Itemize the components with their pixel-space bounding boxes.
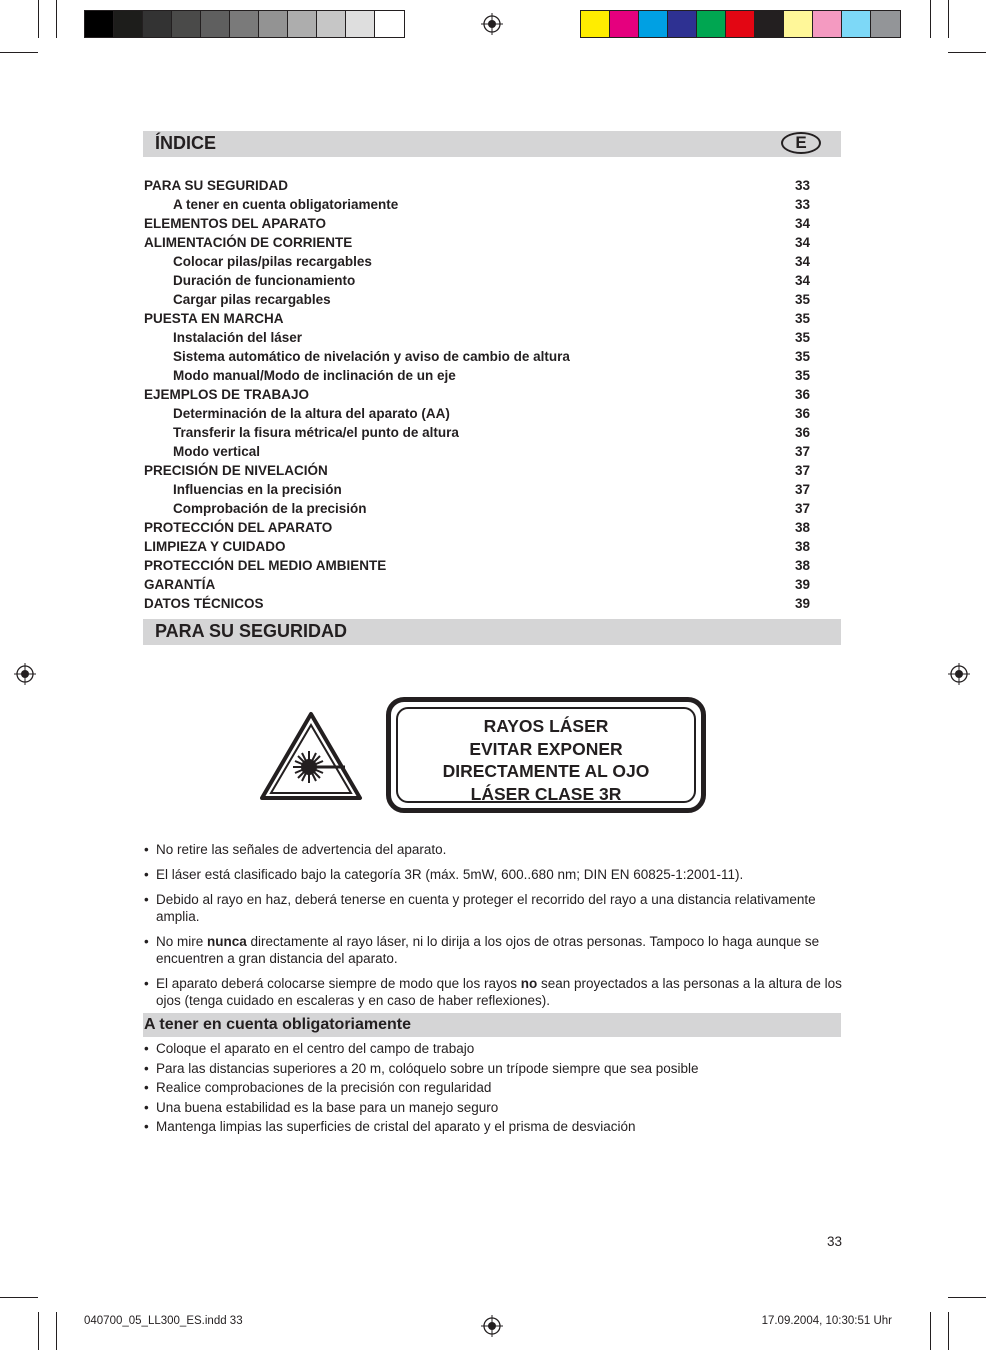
toc-entry-label: Duración de funcionamiento: [173, 273, 356, 288]
color-swatch: [784, 11, 813, 37]
toc-entry-label: Determinación de la altura del aparato (AA): [173, 406, 450, 421]
toc-entry-page: 35: [794, 368, 810, 383]
crop-mark: [38, 0, 39, 38]
toc-entry-label: Modo vertical: [173, 444, 261, 459]
toc-entry: [144, 539, 810, 558]
color-bar: [580, 10, 901, 38]
crop-mark: [930, 0, 931, 38]
grayscale-swatch: [143, 11, 172, 37]
toc-entry-page: 34: [794, 235, 810, 250]
grayscale-swatch: [85, 11, 114, 37]
toc-entry-label: Influencias en la precisión: [173, 482, 342, 497]
color-swatch: [581, 11, 610, 37]
toc-entry-page: 36: [794, 387, 810, 402]
warning-line: EVITAR EXPONER: [469, 738, 623, 759]
toc-entry-page: 35: [794, 311, 810, 326]
bullet-emphasis: nunca: [207, 934, 247, 949]
toc-entry: [144, 330, 810, 349]
laser-warning-icon: [259, 711, 363, 801]
toc-entry: [144, 292, 810, 311]
safety-bullet: [144, 866, 844, 883]
color-swatch: [726, 11, 755, 37]
toc-entry-label: GARANTÍA: [144, 577, 216, 592]
safety-title: PARA SU SEGURIDAD: [155, 621, 348, 641]
grayscale-swatch: [375, 11, 404, 37]
safety-bullet: [144, 975, 844, 1009]
bullet-text: sean proyectados a las personas a la altura de los ojos (tenga cuidado en escaleras y en caso de haber reflexiones).: [156, 976, 842, 1008]
obligatory-heading-band: [143, 1013, 841, 1037]
toc-entry-page: 34: [794, 254, 810, 269]
obligatory-bullet: • Para las distancias superiores a 20 m, colóquelo sobre un trípode siempre que sea posible: [144, 1059, 844, 1079]
bullet-text: El aparato deberá colocarse siempre de modo que los rayos: [156, 976, 521, 991]
laser-warning-label: [386, 697, 706, 813]
obligatory-title: A tener en cuenta obligatoriamente: [144, 1016, 412, 1033]
toc-entry-label: Instalación del láser: [173, 330, 303, 345]
grayscale-swatch: [201, 11, 230, 37]
crop-mark: [948, 1297, 986, 1298]
toc-entry: [144, 178, 810, 197]
warning-line: RAYOS LÁSER: [483, 716, 609, 736]
toc-entry: [144, 216, 810, 235]
toc-entry-label: Modo manual/Modo de inclinación de un eje: [173, 368, 456, 383]
warning-line: LÁSER CLASE 3R: [470, 783, 622, 804]
table-of-contents: [144, 178, 810, 615]
toc-entry: [144, 501, 810, 520]
crop-mark: [38, 1312, 39, 1350]
toc-entry-page: 34: [794, 273, 810, 288]
toc-entry: [144, 444, 810, 463]
grayscale-bar: [84, 10, 405, 38]
toc-entry: [144, 254, 810, 273]
toc-entry-page: 38: [794, 539, 810, 554]
grayscale-swatch: [114, 11, 143, 37]
safety-bullet-list: [144, 841, 844, 1017]
grayscale-swatch: [230, 11, 259, 37]
crop-mark: [930, 1312, 931, 1350]
toc-entry: [144, 311, 810, 330]
toc-entry: [144, 368, 810, 387]
toc-entry-page: 34: [794, 216, 810, 231]
toc-entry-page: 37: [794, 463, 810, 478]
registration-mark-icon: [948, 663, 970, 685]
toc-entry: [144, 235, 810, 254]
language-badge: E: [781, 132, 821, 154]
toc-entry: [144, 349, 810, 368]
crop-mark: [56, 1312, 57, 1350]
toc-entry-page: 36: [794, 425, 810, 440]
color-swatch: [610, 11, 639, 37]
toc-entry-label: Cargar pilas recargables: [173, 292, 331, 307]
obligatory-bullet: • Realice comprobaciones de la precisión con regularidad: [144, 1078, 844, 1098]
crop-mark: [56, 0, 57, 38]
crop-mark: [0, 52, 38, 53]
crop-mark: [948, 52, 986, 53]
obligatory-bullet: • Coloque el aparato en el centro del campo de trabajo: [144, 1039, 844, 1059]
toc-entry-page: 35: [794, 349, 810, 364]
toc-entry: [144, 197, 810, 216]
toc-entry: [144, 577, 810, 596]
registration-mark-icon: [14, 663, 36, 685]
bullet-text: No retire las señales de advertencia del aparato.: [156, 842, 447, 857]
grayscale-swatch: [259, 11, 288, 37]
color-swatch: [639, 11, 668, 37]
toc-entry: [144, 273, 810, 292]
toc-entry: [144, 596, 810, 615]
toc-entry-page: 39: [794, 577, 810, 592]
toc-entry-label: PARA SU SEGURIDAD: [144, 178, 289, 193]
page-number: 33: [826, 1234, 842, 1249]
bullet-text: El láser está clasificado bajo la categoría 3R (máx. 5mW, 600..680 nm; DIN EN 60825-1:2001-11).: [156, 867, 744, 882]
toc-entry-label: PROTECCIÓN DEL APARATO: [144, 520, 333, 535]
toc-entry-page: 33: [794, 197, 810, 212]
color-swatch: [668, 11, 697, 37]
safety-bullet: [144, 933, 844, 967]
safety-heading-band: [143, 619, 841, 645]
safety-bullet: [144, 841, 844, 858]
toc-entry-page: 38: [794, 558, 810, 573]
bullet-emphasis: no: [520, 976, 538, 991]
grayscale-swatch: [172, 11, 201, 37]
toc-entry-page: 37: [794, 444, 810, 459]
toc-entry: [144, 387, 810, 406]
toc-entry-page: 39: [794, 596, 810, 611]
toc-entry: [144, 558, 810, 577]
color-swatch: [871, 11, 900, 37]
toc-entry-label: A tener en cuenta obligatoriamente: [173, 197, 399, 212]
warning-line: DIRECTAMENTE AL OJO: [442, 761, 650, 781]
index-title: ÍNDICE: [155, 133, 217, 153]
crop-mark: [0, 1297, 38, 1298]
grayscale-swatch: [346, 11, 375, 37]
crop-mark: [948, 0, 949, 38]
registration-mark-icon: [481, 13, 503, 35]
toc-entry-label: PROTECCIÓN DEL MEDIO AMBIENTE: [144, 558, 387, 573]
toc-entry-label: PUESTA EN MARCHA: [144, 311, 284, 326]
toc-entry: [144, 425, 810, 444]
color-swatch: [697, 11, 726, 37]
toc-entry-label: Sistema automático de nivelación y aviso de cambio de altura: [173, 349, 570, 364]
obligatory-bullet: • Una buena estabilidad es la base para un manejo seguro: [144, 1098, 844, 1118]
grayscale-swatch: [288, 11, 317, 37]
obligatory-bullet-list: [144, 1039, 844, 1137]
toc-entry-label: Transferir la fisura métrica/el punto de altura: [173, 425, 459, 440]
toc-entry-label: PRECISIÓN DE NIVELACIÓN: [144, 463, 328, 478]
color-swatch: [842, 11, 871, 37]
toc-entry: [144, 406, 810, 425]
toc-entry-label: Colocar pilas/pilas recargables: [173, 254, 372, 269]
toc-entry-page: 38: [794, 520, 810, 535]
bullet-text: Debido al rayo en haz, deberá tenerse en cuenta y proteger el recorrido del rayo a una distancia relativamente amplia.: [156, 892, 816, 924]
toc-entry-label: ALIMENTACIÓN DE CORRIENTE: [144, 235, 353, 250]
registration-mark-icon: [481, 1315, 503, 1337]
toc-entry-page: 33: [794, 178, 810, 193]
toc-entry-page: 36: [794, 406, 810, 421]
bullet-text: No mire: [156, 934, 208, 949]
obligatory-bullet: • Mantenga limpias las superficies de cristal del aparato y el prisma de desviación: [144, 1117, 844, 1137]
grayscale-swatch: [317, 11, 346, 37]
bullet-text: directamente al rayo láser, ni lo dirija a los ojos de otras personas. Tampoco lo haga aunque se encuentren a gran distancia del aparato.: [156, 934, 820, 966]
toc-entry-page: 35: [794, 330, 810, 345]
index-heading-band: [143, 131, 841, 157]
toc-entry-label: LIMPIEZA Y CUIDADO: [144, 539, 286, 554]
toc-entry: [144, 463, 810, 482]
toc-entry-label: ELEMENTOS DEL APARATO: [144, 216, 327, 231]
safety-bullet: [144, 891, 844, 925]
toc-entry-page: 37: [794, 482, 810, 497]
toc-entry-label: Comprobación de la precisión: [173, 501, 367, 516]
toc-entry-page: 37: [794, 501, 810, 516]
color-swatch: [813, 11, 842, 37]
footer-file-info: 040700_05_LL300_ES.indd 33: [84, 1315, 243, 1327]
crop-mark: [948, 1312, 949, 1350]
color-swatch: [755, 11, 784, 37]
toc-entry-label: EJEMPLOS DE TRABAJO: [144, 387, 310, 402]
toc-entry: [144, 482, 810, 501]
footer-timestamp: 17.09.2004, 10:30:51 Uhr: [761, 1315, 892, 1327]
toc-entry-label: DATOS TÉCNICOS: [144, 596, 264, 611]
toc-entry-page: 35: [794, 292, 810, 307]
toc-entry: [144, 520, 810, 539]
